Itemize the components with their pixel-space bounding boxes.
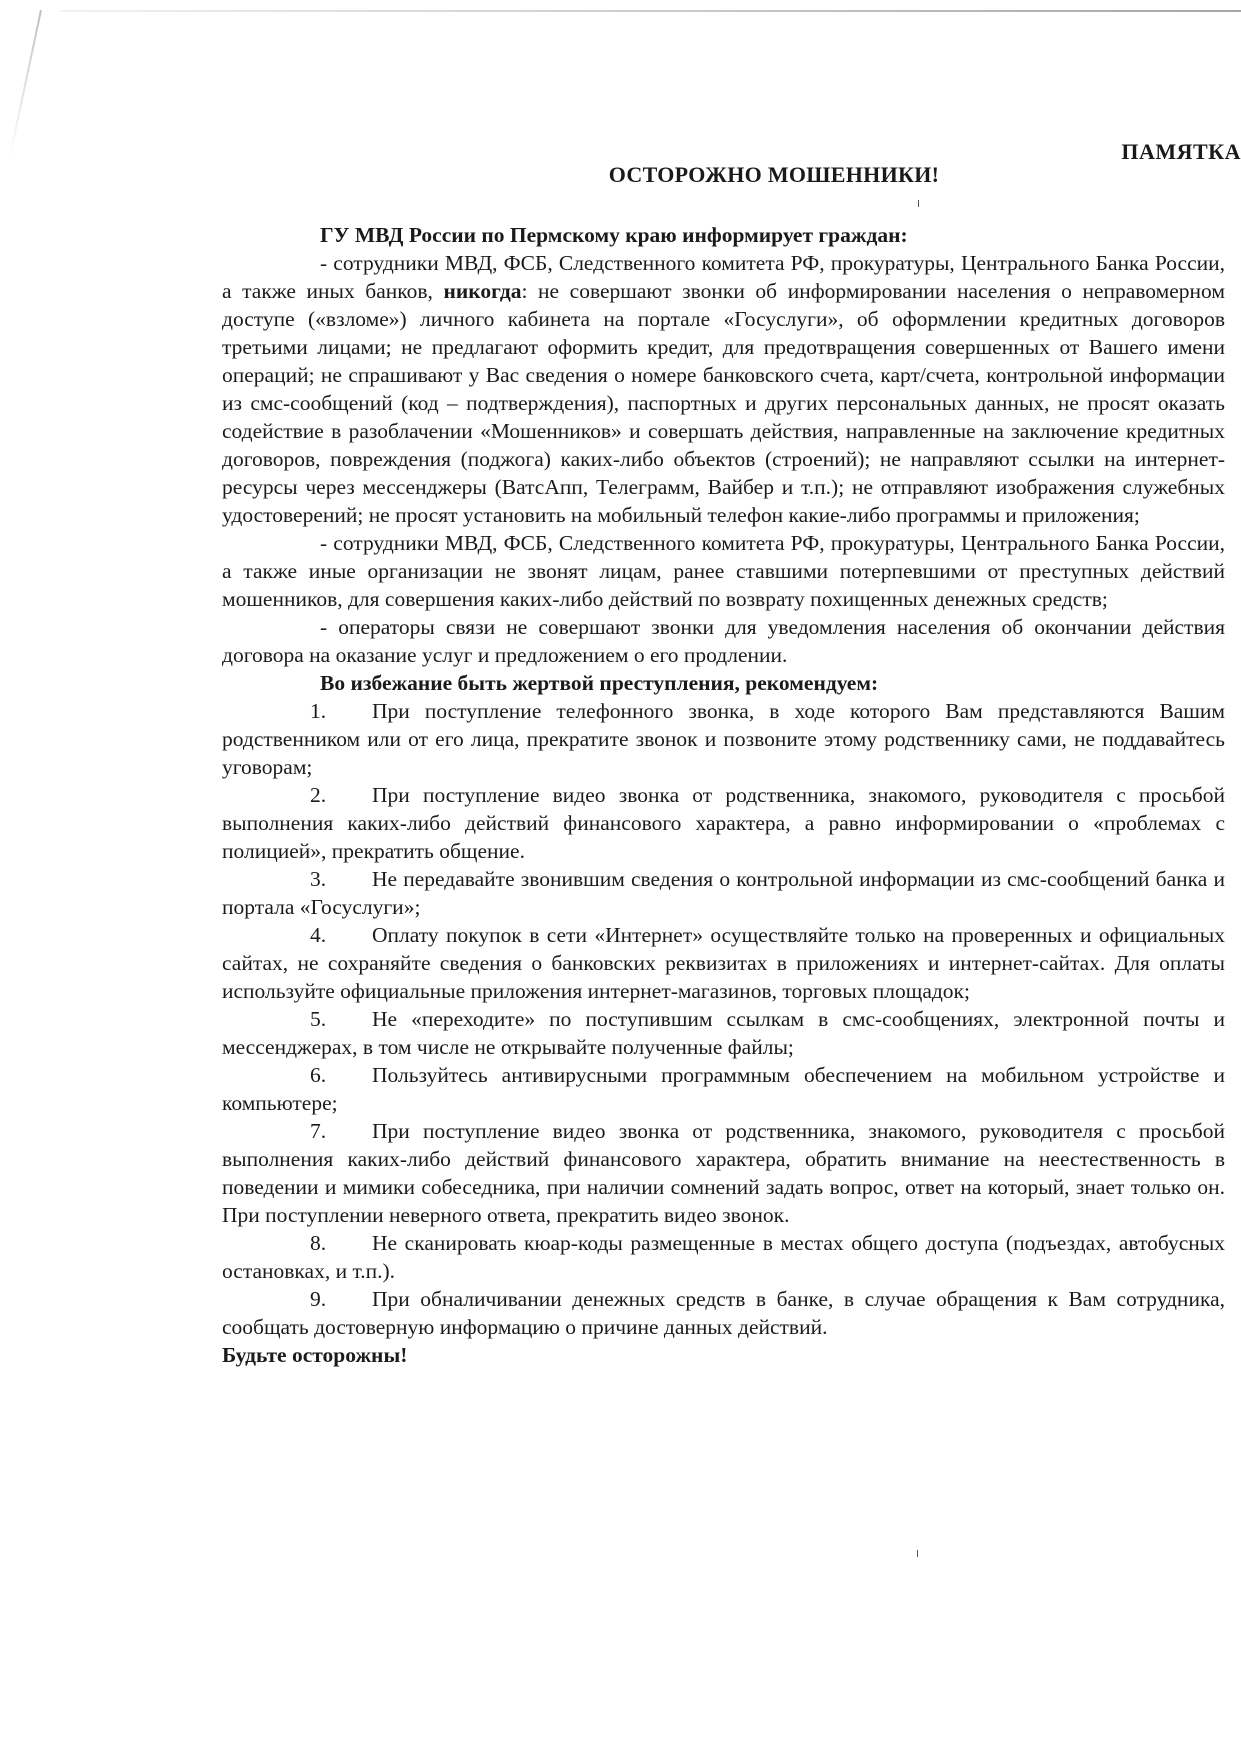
memo-label: ПАМЯТКА (1121, 139, 1241, 164)
recommendation-number: 3. (310, 867, 327, 891)
recommendation-item (222, 1005, 1225, 1061)
recommendation-item (222, 1229, 1225, 1285)
recommendation-number: 6. (310, 1063, 327, 1087)
recommendation-text: При обналичивании денежных средств в банке, в случае обращения к Вам сотрудника, сообщать достоверную информацию о причине данных действий. (222, 1287, 1225, 1339)
recommendation-number: 5. (310, 1007, 327, 1031)
recommendation-number: 7. (310, 1119, 327, 1143)
recommendation-item (222, 1061, 1225, 1117)
recommendation-item (222, 865, 1225, 921)
recommendation-item (222, 1117, 1225, 1229)
recommendation-text: При поступление телефонного звонка, в ходе которого Вам представляются Вашим родственником или от его лица, прекратите звонок и позвоните этому родственнику сами, не поддавайтесь уговорам; (222, 699, 1225, 779)
recommendation-text: Не «переходите» по поступившим ссылкам в смс-сообщениях, электронной почты и мессенджерах, в том числе не открывайте полученные файлы; (222, 1007, 1225, 1059)
recommendation-number: 9. (310, 1287, 327, 1311)
intro-paragraph-1-emphasis: никогда (443, 279, 522, 303)
recommendation-text: Оплату покупок в сети «Интернет» осуществляйте только на проверенных и официальных сайтах, не сохраняйте сведения о банковских реквизитах в приложениях и интернет-сайтах. Для оплаты используйте официальные приложения интернет-магазинов, торговых площадок; (222, 923, 1225, 1003)
recommendation-text: Не сканировать кюар-коды размещенные в местах общего доступа (подъездах, автобусных остановках, и т.п.). (222, 1231, 1225, 1283)
scan-speck (917, 1550, 918, 1557)
intro-paragraph-3: - операторы связи не совершают звонки для уведомления населения об окончании действия договора на оказание услуг и предложением о его продлении. (222, 615, 1225, 667)
closing-warning: Будьте осторожны! (222, 1343, 408, 1367)
recommendation-number: 4. (310, 923, 327, 947)
recommendation-text: Не передавайте звонившим сведения о контрольной информации из смс-сообщений банка и портала «Госуслуги»; (222, 867, 1225, 919)
intro-paragraph-1 (222, 249, 1225, 529)
recommendation-text: При поступление видео звонка от родственника, знакомого, руководителя с просьбой выполнения каких-либо действий финансового характера, обратить внимание на неестественность в поведении и мимики собеседника, при наличии сомнений задать вопрос, ответ на который, знает только он. При поступлении неверного ответа, прекратить видео звонок. (222, 1119, 1225, 1227)
recommendation-number: 2. (310, 783, 327, 807)
recommendation-item (222, 1285, 1225, 1341)
recommendation-text: При поступление видео звонка от родственника, знакомого, руководителя с просьбой выполнения каких-либо действий финансового характера, а равно информировании о «проблемах с полицией», прекратить общение. (222, 783, 1225, 863)
document-title: ОСТОРОЖНО МОШЕННИКИ! (608, 162, 940, 187)
recommendation-item (222, 921, 1225, 1005)
intro-paragraph-2: - сотрудники МВД, ФСБ, Следственного комитета РФ, прокуратуры, Центрального Банка России, а также иные организации не звонят лицам, ранее ставшими потерпевшими от преступных действий мошенников, для совершения каких-либо действий по возврату похищенных денежных средств; (222, 531, 1225, 611)
intro-heading: ГУ МВД России по Пермскому краю информирует граждан: (320, 223, 908, 247)
recommendation-number: 8. (310, 1231, 327, 1255)
scan-speck (918, 200, 919, 207)
recommendation-text: Пользуйтесь антивирусными программным обеспечением на мобильном устройстве и компьютере; (222, 1063, 1225, 1115)
scan-edge-top (60, 10, 1241, 12)
document-body (222, 221, 1225, 1369)
intro-paragraph-1-start: - сотрудники МВД, ФСБ, Следственного комитета РФ, прокуратуры, Центрального Банка России, а также иных банков, (222, 251, 1225, 303)
recommendation-item (222, 697, 1225, 781)
recommendation-number: 1. (310, 699, 327, 723)
intro-paragraph-1-rest: : не совершают звонки об информировании населения о неправомерном доступе («взломе») личного кабинета на портале «Госуслуги», об оформлении кредитных договоров третьими лицами; не предлагают оформить кредит, для предотвращения совершенных от Вашего имени операций; не спрашивают у Вас сведения о номере банковского счета, карт/счета, контрольной информации из смс-сообщений (код – подтверждения), паспортных и других персональных данных, не просят оказать содействие в разоблачении «Мошенников» и совершать действия, направленные на заключение кредитных договоров, повреждения (поджога) каких-либо объектов (строений); не направляют ссылки на интернет-ресурсы через мессенджеры (ВатсАпп, Телеграмм, Вайбер и т.п.); не отправляют изображения служебных удостоверений; не просят установить на мобильный телефон какие-либо программы и приложения; (222, 279, 1225, 527)
scan-edge-left (9, 10, 42, 157)
recommendation-item (222, 781, 1225, 865)
recommendations-heading: Во избежание быть жертвой преступления, рекомендуем: (320, 671, 879, 695)
